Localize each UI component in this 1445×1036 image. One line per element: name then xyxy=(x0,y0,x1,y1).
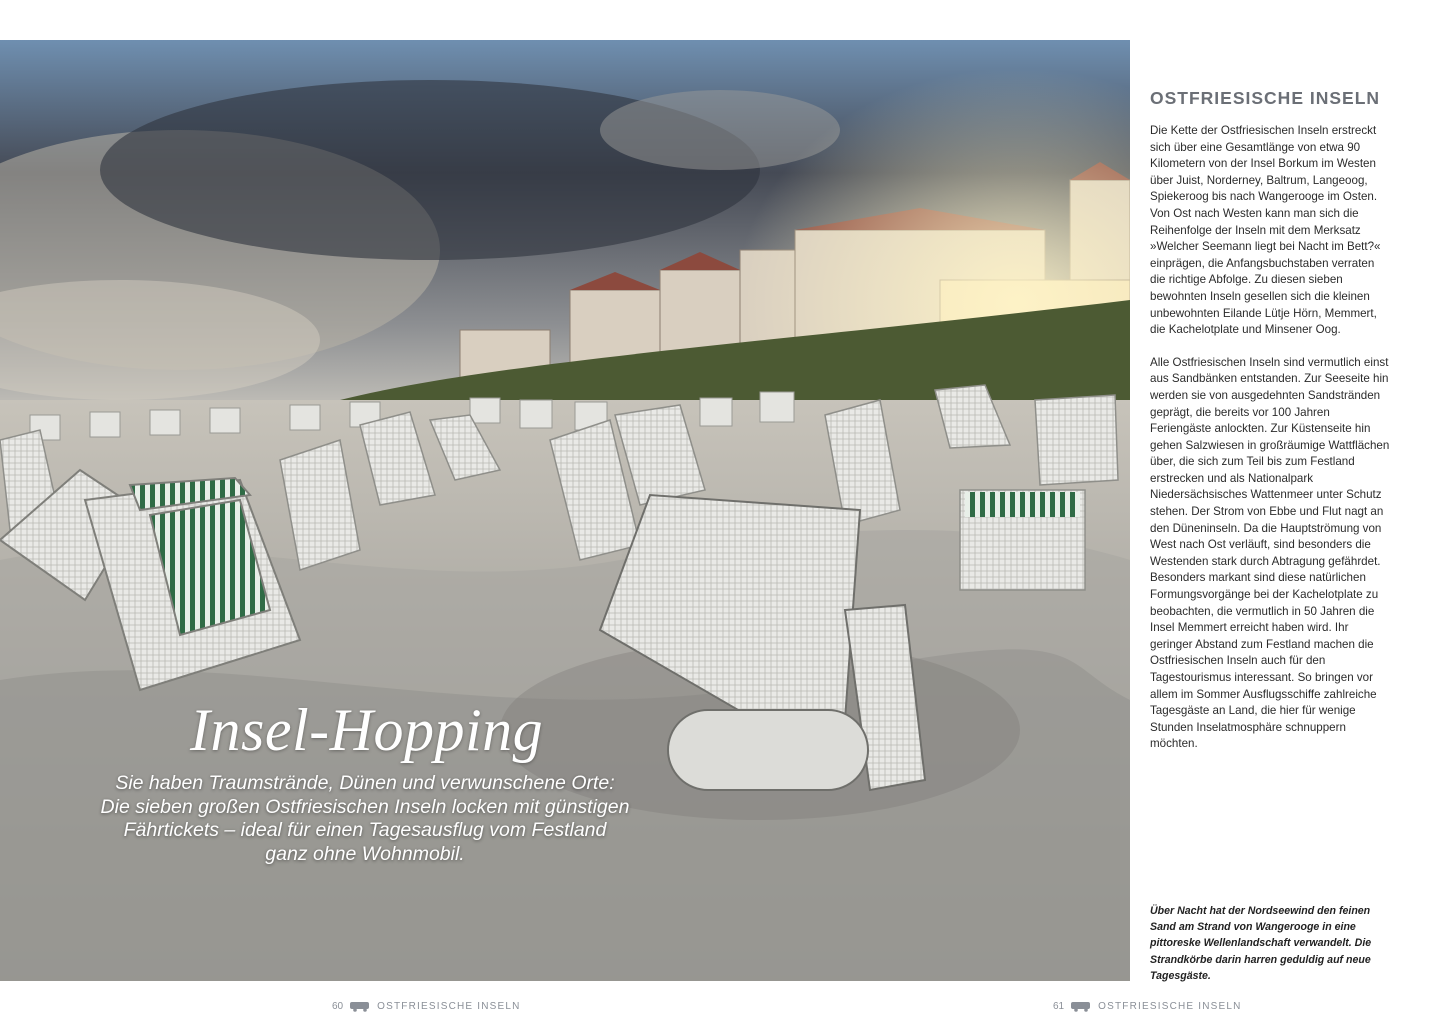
subtitle-line: Fährtickets – ideal für einen Tagesausflug vom Festland xyxy=(123,819,607,841)
footer-left xyxy=(332,1000,521,1012)
footer-right xyxy=(1053,1000,1242,1012)
subtitle-line: Die sieben großen Ostfriesischen Inseln locken mit günstigen xyxy=(100,795,630,818)
sidebar-heading: OSTFRIESISCHE INSELN xyxy=(1150,88,1381,108)
running-head: OSTFRIESISCHE INSELN xyxy=(1098,1000,1242,1012)
page-number: 61 xyxy=(1053,1000,1065,1012)
camper-van-icon xyxy=(1070,1000,1092,1012)
sidebar-paragraph: Die Kette der Ostfriesischen Inseln erstreckt sich über eine Gesamtlänge von etwa 90 Kilometern von der Insel Borkum im Westen über Juist, Norderney, Baltrum, Langeoog, Spiekeroog bis nach Wangerooge im Osten. Von Ost nach Westen kann man sich die Reihenfolge der Inseln mit dem Merksatz »Welcher Seemann liegt bei Nacht im Bett?« einprägen, die Anfangsbuchstaben verraten die richtige Abfolge. Zu diesen sieben bewohnten Inseln gesellen sich die kleinen unbewohnten Eilande Lütje Hörn, Memmert, die Kachelotplate und Minsener Oog. xyxy=(1150,124,1381,337)
running-head: OSTFRIESISCHE INSELN xyxy=(377,1000,521,1012)
camper-van-icon xyxy=(349,1000,371,1012)
article-subtitle xyxy=(80,772,650,866)
subtitle-line: ganz ohne Wohnmobil. xyxy=(265,842,465,865)
article-title: Insel-Hopping xyxy=(190,697,544,763)
page-number: 60 xyxy=(332,1000,344,1012)
photo-caption: Über Nacht hat der Nordseewind den feinen Sand am Strand von Wangerooge in eine pittoreske Wellenlandschaft verwandelt. Die Strandkörbe darin harren geduldig auf neue Tagesgäste. xyxy=(1150,905,1372,982)
sidebar-paragraph: Alle Ostfriesischen Inseln sind vermutlich einst aus Sandbänken entstanden. Zur Seeseite hin werden sie von ausgedehnten Sandstränden geprägt, die bereits vor 100 Jahren Feriengäste anlockten. Zur Küstenseite hin gehen Salzwiesen in großräumige Wattflächen über, die sich zum Teil bis zum Festland erstrecken und als Nationalpark Niedersächsisches Wattenmeer unter Schutz stehen. Der Strom von Ebbe und Flut nagt an den Düneninseln. Da die Hauptströmung von West nach Ost verläuft, sind besonders die Westenden stark durch Abtragung gefährdet. Besonders markant sind diese natürlichen Formungsvorgänge bei der Kachelotplate zu beobachten, die vermutlich in 50 Jahren die Insel Memmert erreicht haben wird. Ihr geringer Abstand zum Festland machen die Ostfriesischen Inseln auch für den Tagestourismus interessant. So bringen vor allem im Sommer Ausflugsschiffe zahlreiche Tagesgäste an Land, die hier für wenige Stunden Inselatmosphäre schnuppern möchten. xyxy=(1150,355,1390,751)
subtitle-line: Sie haben Traumstrände, Dünen und verwunschene Orte: xyxy=(115,772,615,794)
sidebar-column xyxy=(1150,88,1390,753)
